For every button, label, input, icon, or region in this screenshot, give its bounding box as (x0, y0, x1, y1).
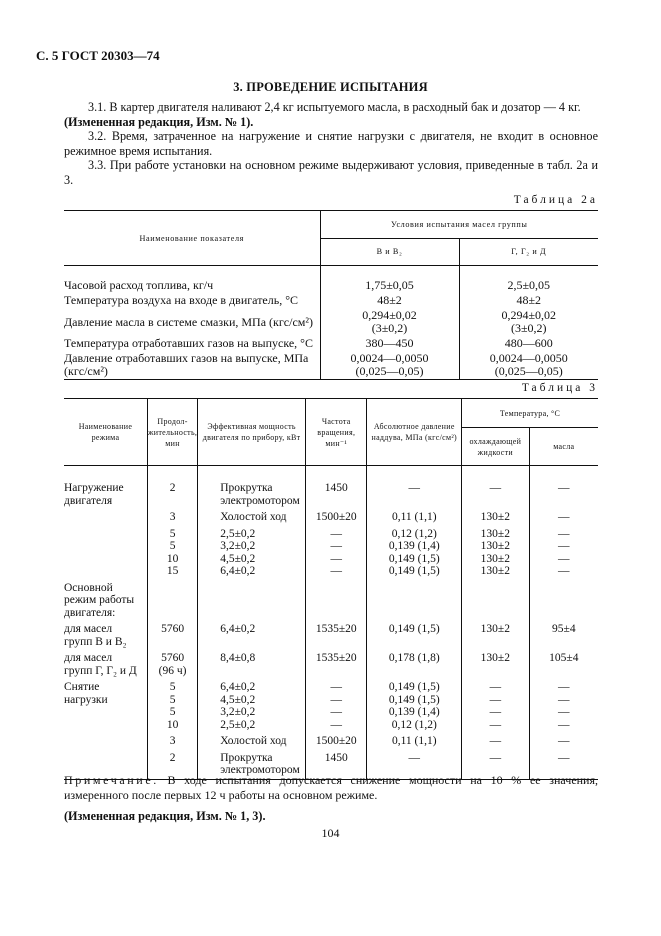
table-3-cell-power: Холостой ход (198, 509, 306, 526)
table-3-cell-oil: — (529, 750, 598, 780)
table-3-cell-oil (529, 580, 598, 622)
table-3-cell-coolant (462, 580, 530, 622)
table-3-header-coolant: охлаждающей жидкости (462, 428, 530, 466)
table-2a-header-col1: В и В₂ (320, 238, 459, 266)
table-row (64, 336, 598, 351)
table-2a-cell-group1: 0,0024—0,0050 (0,025—0,05) (320, 351, 459, 380)
table-3-cell-duration: 3 (147, 733, 197, 750)
table-3-cell-frequency: 1500±20 (306, 733, 367, 750)
note-text: В ходе испытания допускается снижение мощности на 10 % ее значения, измеренного после первых 12 ч работы на основном режиме. (64, 773, 599, 802)
table-2a-cell-group1: 1,75±0,05 (320, 278, 459, 293)
table-3-cell-oil: — (529, 509, 598, 526)
table-2a-row-label: Давление отработавших газов на выпуске, МПа (кгс/см²) (64, 351, 320, 380)
table-3-cell-power: Прокрутка электромотором (198, 750, 306, 780)
table-row (64, 293, 598, 308)
table-3-cell-coolant: — (462, 733, 530, 750)
table-3-cell-boost: 0,11 (1,1) (367, 733, 462, 750)
table-3-cell-oil: 105±4 (529, 650, 598, 679)
table-3-cell-boost: 0,12 (1,2) 0,139 (1,4) 0,149 (1,5) 0,149 (1,5) (367, 526, 462, 580)
paragraph-3-3 (64, 158, 598, 187)
page-number: 104 (321, 826, 340, 840)
note-label: Примечание. (64, 773, 159, 787)
table-row (64, 650, 598, 679)
table-3-cell-frequency: 1500±20 (306, 509, 367, 526)
table-3-header-temperature: Температура, °С (462, 399, 598, 428)
table-3-cell-coolant: 130±2 (462, 621, 530, 650)
table-3-cell-oil: 95±4 (529, 621, 598, 650)
table-2a-header-col2: Г, Г₂ и Д (459, 238, 598, 266)
paragraph-3-3-text: 3.3. При работе установки на основном режиме выдерживают условия, приведенные в табл. 2а и 3. (64, 158, 598, 187)
table-2a-row-label: Температура отработавших газов на выпуске, °С (64, 336, 313, 350)
table-3-cell-mode (64, 526, 147, 580)
table-2a-cell-group1: 0,294±0,02 (3±0,2) (320, 308, 459, 336)
table-3-cell-boost: 0,149 (1,5) (367, 621, 462, 650)
table-3-caption: Таблица 3 (521, 382, 598, 394)
table-3-cell-oil: — (529, 733, 598, 750)
table-3-cell-coolant: — (462, 750, 530, 780)
table-3-cell-frequency: 1535±20 (306, 621, 367, 650)
table-3-cell-mode: для масел групп В и В₂ (64, 623, 127, 648)
table-3-cell-coolant: 130±2 130±2 130±2 130±2 (462, 526, 530, 580)
table-3-cell-frequency: — — — — (306, 679, 367, 733)
table-3-cell-coolant: 130±2 (462, 509, 530, 526)
table-2a-header-name: Наименование показателя (64, 211, 320, 266)
table-row (64, 526, 598, 580)
table-3-cell-coolant: 130±2 (462, 650, 530, 679)
table-2a-cell-group1: 48±2 (320, 293, 459, 308)
table-note (64, 773, 598, 803)
table-3-cell-mode: Нагружение двигателя (64, 482, 124, 507)
table-row (64, 351, 598, 380)
table-row (64, 308, 598, 336)
table-3-cell-boost: — (367, 480, 462, 509)
table-3-header-frequency: Частота вращения, мин⁻¹ (306, 399, 367, 466)
table-3-cell-duration: 5760 (96 ч) (147, 650, 197, 679)
table-2a-header-group: Условия испытания масел группы (320, 211, 598, 239)
table-3 (64, 398, 598, 780)
table-2a-cell-group2: 0,0024—0,0050 (0,025—0,05) (459, 351, 598, 380)
table-2a-row-label: Температура воздуха на входе в двигатель, °С (64, 293, 299, 307)
edit-note-2: (Измененная редакция, Изм. № 1, 3). (64, 809, 266, 823)
table-2a-cell-group2: 480—600 (459, 336, 598, 351)
table-3-cell-power: 8,4±0,8 (198, 650, 306, 679)
table-row (64, 733, 598, 750)
table-3-cell-mode: Снятие нагрузки (64, 681, 108, 706)
table-3-cell-frequency (306, 580, 367, 622)
table-2a-row-label: Часовой расход топлива, кг/ч (64, 278, 214, 292)
table-2a-row-label: Давление масла в системе смазки, МПа (кгс/см²) (64, 314, 313, 329)
table-3-cell-mode (64, 509, 147, 526)
table-row (64, 580, 598, 622)
table-3-cell-power (198, 580, 306, 622)
table-3-cell-frequency: — — — — (306, 526, 367, 580)
table-2a-spacer-row (64, 266, 598, 279)
table-3-cell-mode: для масел групп Г, Г₂ и Д (64, 652, 137, 677)
section-title: 3. ПРОВЕДЕНИЕ ИСПЫТАНИЯ (233, 80, 428, 94)
table-3-cell-coolant: — — — — (462, 679, 530, 733)
table-3-header-oil: масла (529, 428, 598, 466)
table-3-header-boost: Абсолютное давление наддува, МПа (кгс/см²) (367, 399, 462, 466)
paragraph-3-2 (64, 129, 598, 158)
table-3-cell-duration: 5760 (147, 621, 197, 650)
table-3-cell-coolant: — (462, 480, 530, 509)
paragraph-3-2-text: 3.2. Время, затраченное на нагружение и снятие нагрузки с двигателя, не входит в основное режимное время испытания. (64, 129, 598, 158)
paragraph-3-1-text: 3.1. В картер двигателя наливают 2,4 кг испытуемого масла, в расходный бак и дозатор — 4 кг. (88, 100, 581, 114)
table-3-cell-duration: 5 5 5 10 (147, 679, 197, 733)
table-3-spacer-row (64, 466, 598, 481)
table-row (64, 480, 598, 509)
table-2a-cell-group2: 2,5±0,05 (459, 278, 598, 293)
table-3-cell-power: 2,5±0,2 3,2±0,2 4,5±0,2 6,4±0,2 (198, 526, 306, 580)
table-row (64, 509, 598, 526)
table-2a-cell-group2: 0,294±0,02 (3±0,2) (459, 308, 598, 336)
table-row (64, 278, 598, 293)
table-3-cell-power: Прокрутка электромотором (198, 480, 306, 509)
table-3-header-mode: Наименование режима (64, 399, 147, 466)
table-3-header-power: Эффективная мощность двигателя по прибору, кВт (198, 399, 306, 466)
table-row (64, 679, 598, 733)
table-3-cell-boost (367, 580, 462, 622)
table-3-cell-boost: 0,178 (1,8) (367, 650, 462, 679)
table-2a-cell-group2: 48±2 (459, 293, 598, 308)
table-3-cell-boost: 0,11 (1,1) (367, 509, 462, 526)
edit-note-1: (Измененная редакция, Изм. № 1). (64, 114, 254, 129)
table-3-cell-power: 6,4±0,2 (198, 621, 306, 650)
table-3-cell-mode: Основной режим работы двигателя: (64, 581, 135, 619)
page-header: С. 5 ГОСТ 20303—74 (36, 48, 160, 63)
table-3-cell-duration (147, 580, 197, 622)
table-3-cell-duration: 3 (147, 509, 197, 526)
table-3-cell-frequency: 1450 (306, 750, 367, 780)
table-3-cell-power: 6,4±0,2 4,5±0,2 3,2±0,2 2,5±0,2 (198, 679, 306, 733)
table-3-cell-duration: 5 5 10 15 (147, 526, 197, 580)
table-3-cell-mode (64, 733, 147, 750)
table-3-cell-boost: — (367, 750, 462, 780)
table-3-cell-frequency: 1450 (306, 480, 367, 509)
table-3-header-duration: Продол-жительность, мин (147, 399, 197, 466)
paragraph-3-1 (64, 100, 598, 129)
table-3-cell-oil: — — — — (529, 526, 598, 580)
table-3-cell-oil: — — — — (529, 679, 598, 733)
table-3-cell-boost: 0,149 (1,5) 0,149 (1,5) 0,139 (1,4) 0,12 (1,2) (367, 679, 462, 733)
table-2a-cell-group1: 380—450 (320, 336, 459, 351)
table-2a-caption: Таблица 2а (513, 194, 598, 206)
table-3-cell-duration: 2 (147, 480, 197, 509)
table-2a (64, 210, 598, 380)
table-3-cell-duration: 2 (147, 750, 197, 780)
table-3-cell-oil: — (529, 480, 598, 509)
table-3-cell-power: Холостой ход (198, 733, 306, 750)
table-3-cell-frequency: 1535±20 (306, 650, 367, 679)
table-row (64, 621, 598, 650)
